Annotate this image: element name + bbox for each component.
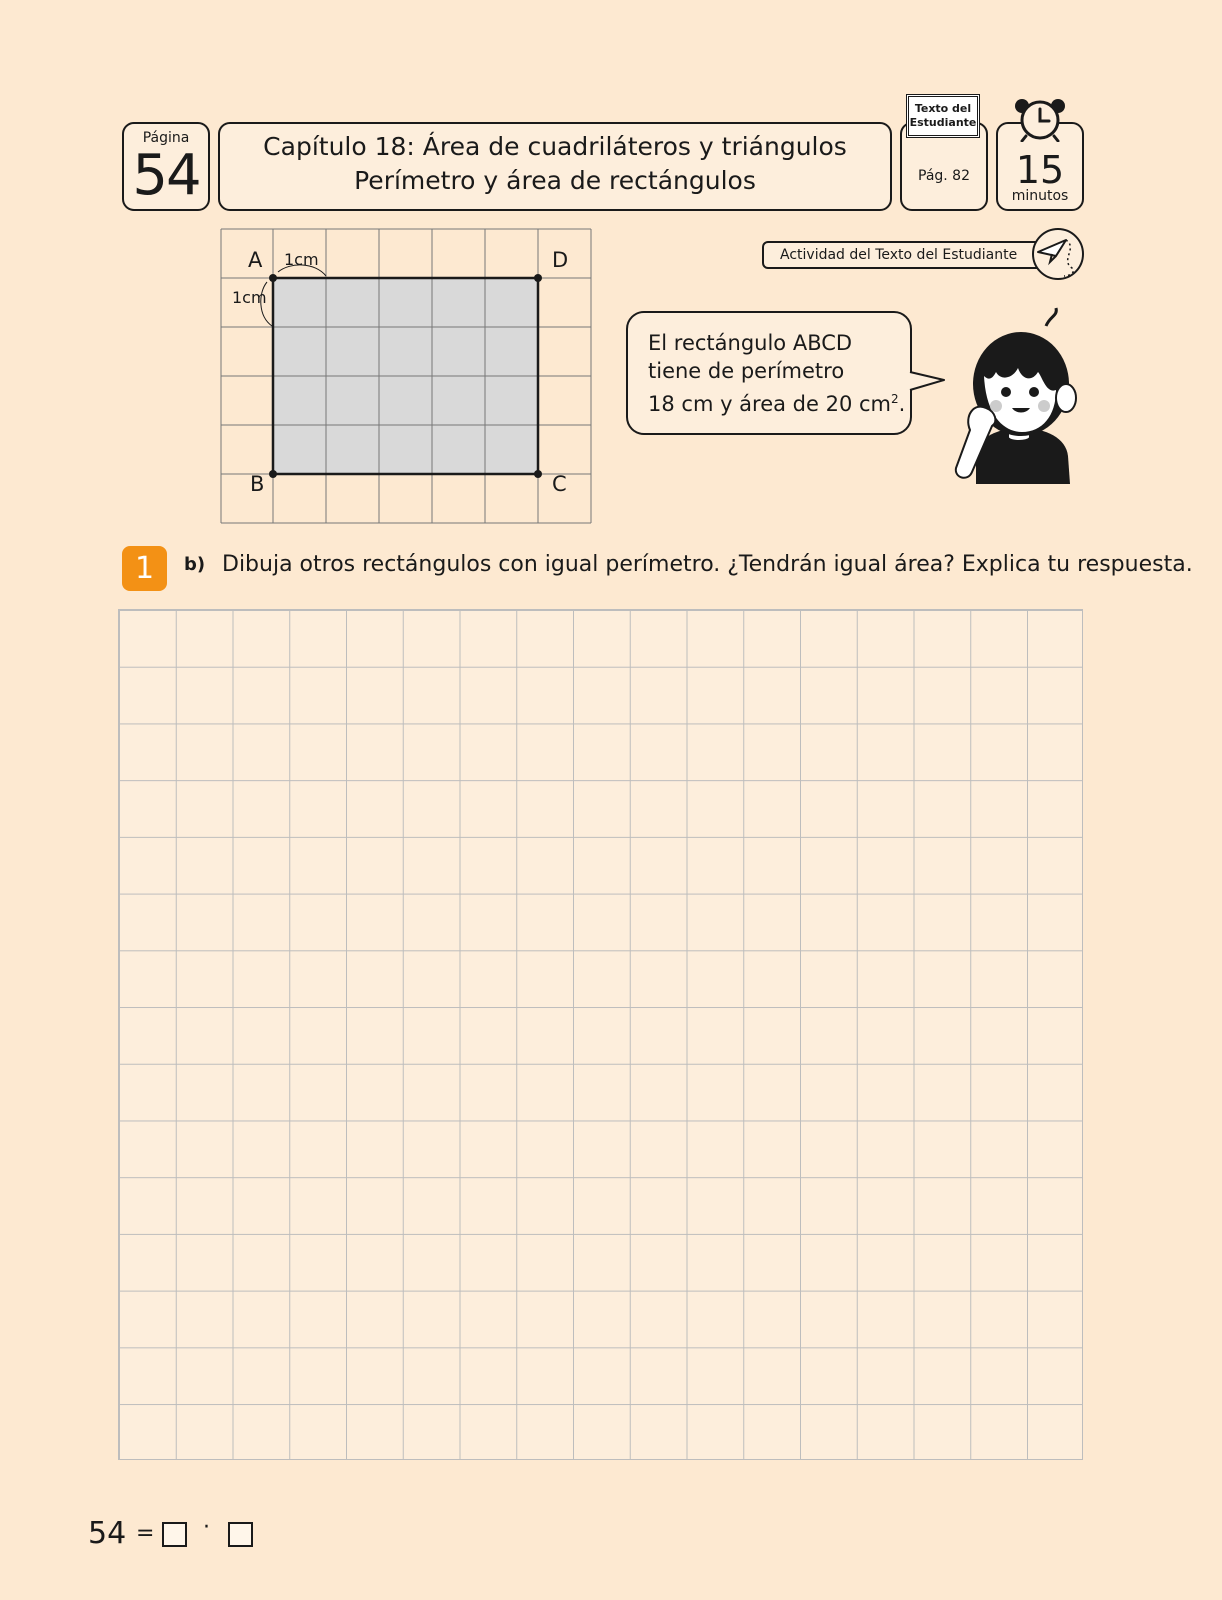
vertex-d-label: D xyxy=(552,248,569,272)
question-part-label: b) xyxy=(184,554,206,575)
bubble-superscript: 2 xyxy=(891,392,899,406)
chapter-title-box xyxy=(218,122,892,211)
answer-grid[interactable] xyxy=(118,609,1083,1460)
footer-multiply-dot: · xyxy=(203,1515,210,1540)
bubble-line2: tiene de perímetro xyxy=(648,359,845,383)
time-unit: minutos xyxy=(1011,188,1069,204)
unit-label-vertical: 1cm xyxy=(232,288,267,307)
book-label-line2: Estudiante xyxy=(909,116,977,129)
book-label-line1: Texto del xyxy=(914,102,972,115)
vertex-a-point xyxy=(269,274,277,282)
bubble-line3-text: 18 cm y área de 20 cm xyxy=(648,392,892,416)
vertex-c-label: C xyxy=(552,472,567,496)
paper-plane-icon xyxy=(1030,226,1086,282)
footer-factor-box-1 xyxy=(162,1522,187,1547)
vertex-a-label: A xyxy=(248,248,263,272)
bubble-line1: El rectángulo ABCD xyxy=(648,331,853,355)
page-number: 54 xyxy=(132,143,200,208)
vertex-c-point xyxy=(534,470,542,478)
bubble-line3 xyxy=(648,385,910,418)
rectangle-figure xyxy=(220,228,592,532)
page-label: Página xyxy=(142,130,190,146)
figure-grid xyxy=(220,228,592,528)
clock-icon xyxy=(1012,96,1068,142)
vertex-d-point xyxy=(534,274,542,282)
speech-bubble-tail xyxy=(908,366,948,396)
speech-bubble xyxy=(626,311,912,435)
page-number-box xyxy=(122,122,210,211)
footer-factor-box-2 xyxy=(228,1522,253,1547)
student-character-illustration xyxy=(946,306,1086,486)
chapter-title: Capítulo 18: Área de cuadriláteros y triángulos xyxy=(263,132,847,161)
unit-label-horizontal: 1cm xyxy=(284,250,319,269)
bubble-end: . xyxy=(898,392,906,416)
section-title: Perímetro y área de rectángulos xyxy=(354,166,756,195)
footer-page-number: 54 xyxy=(88,1516,127,1551)
vertex-b-label: B xyxy=(250,472,265,496)
book-icon xyxy=(906,94,980,138)
vertex-b-point xyxy=(269,470,277,478)
student-text-page: Pág. 82 xyxy=(918,168,970,184)
activity-label: Actividad del Texto del Estudiante xyxy=(762,241,1046,269)
time-value: 15 xyxy=(1015,148,1065,192)
question-number-badge: 1 xyxy=(122,546,167,591)
question-text: Dibuja otros rectángulos con igual perímetro. ¿Tendrán igual área? Explica tu respuesta. xyxy=(222,552,1193,577)
footer-equals: = xyxy=(136,1521,155,1546)
